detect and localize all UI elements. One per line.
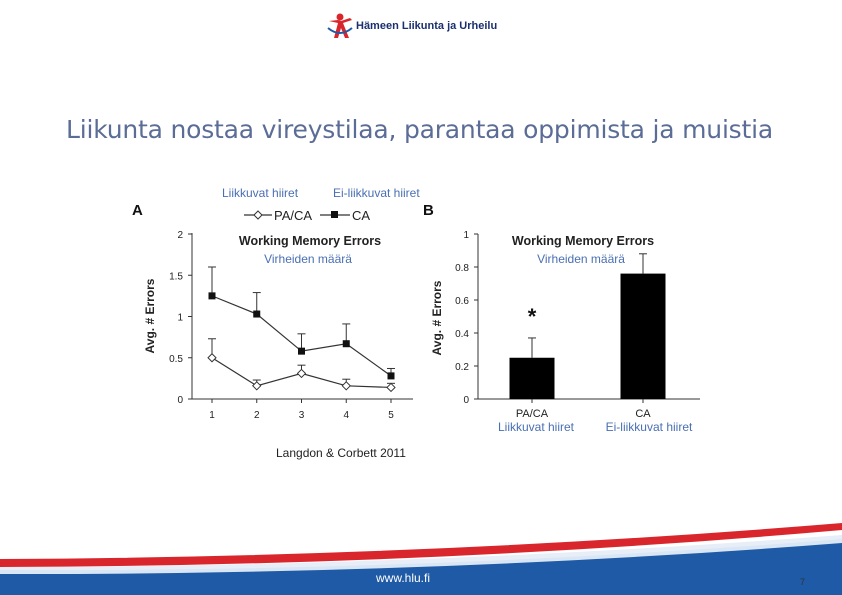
data-point-ca <box>253 311 260 318</box>
citation: Langdon & Corbett 2011 <box>276 446 406 460</box>
chart-a-ytick-label: 0 <box>177 395 183 406</box>
chart-a-title: Working Memory Errors <box>238 234 382 248</box>
chart-b-ytick-label: 1 <box>463 230 469 241</box>
page-number: 7 <box>800 577 806 587</box>
bar-ca <box>621 274 666 399</box>
legend-label-pa-ca: PA/CA <box>274 208 313 223</box>
bar-pa-ca <box>510 358 555 399</box>
chart-a-ytick-label: 1.5 <box>169 271 183 283</box>
legend <box>244 208 370 223</box>
legend-marker-pa-ca <box>254 211 262 219</box>
category-label-pa-ca: PA/CA <box>515 408 549 420</box>
chart-a-ylabel: Avg. # Errors <box>143 278 157 354</box>
legend-annotation-left: Liikkuvat hiiret <box>222 186 299 200</box>
chart-b-ylabel: Avg. # Errors <box>430 280 444 356</box>
data-point-pa-ca <box>208 354 216 362</box>
chart-a-xtick-label: 5 <box>388 410 394 421</box>
data-point-ca <box>298 348 305 355</box>
data-point-pa-ca <box>253 382 261 390</box>
chart-b <box>430 230 700 434</box>
chart-b-ytick-label: 0 <box>463 395 469 406</box>
chart-b-ytick-label: 0.8 <box>455 263 469 274</box>
legend-marker-ca <box>331 211 338 218</box>
chart-b-subtitle: Virheiden määrä <box>537 252 625 266</box>
significance-marker: * <box>527 304 537 329</box>
bar-annotation-pa-ca: Liikkuvat hiiret <box>497 420 575 434</box>
chart-a-subtitle: Virheiden määrä <box>264 252 352 266</box>
chart-b-ytick-label: 0.4 <box>455 329 469 340</box>
chart-a-xtick-label: 1 <box>209 410 215 421</box>
logo-text: Hämeen Liikunta ja Urheilu <box>356 20 498 32</box>
panel-label-b: B <box>423 202 434 219</box>
chart-a-xtick-label: 2 <box>253 410 260 421</box>
chart-a-xtick-label: 3 <box>298 410 305 421</box>
slide-title: Liikunta nostaa vireystilaa, parantaa oppimista ja muistia <box>66 115 773 144</box>
chart-a-xtick-label: 4 <box>343 410 350 421</box>
category-label-ca: CA <box>635 408 651 420</box>
panel-label-a: A <box>132 202 143 219</box>
data-point-pa-ca <box>342 382 350 390</box>
data-point-pa-ca <box>387 383 395 391</box>
chart-b-ytick-label: 0.6 <box>455 296 469 307</box>
data-point-ca <box>388 372 395 379</box>
footer-url[interactable]: www.hlu.fi <box>376 571 431 585</box>
legend-annotation-right: Ei-liikkuvat hiiret <box>333 186 420 200</box>
chart-a-ytick-label: 1 <box>177 312 183 324</box>
chart-a-ytick-label: 0.5 <box>169 353 183 365</box>
chart-a-ytick-label: 2 <box>177 230 183 241</box>
chart-a <box>143 230 413 421</box>
chart-b-ytick-label: 0.2 <box>455 362 469 373</box>
data-point-ca <box>343 340 350 347</box>
chart-b-title: Working Memory Errors <box>511 234 655 248</box>
legend-label-ca: CA <box>352 208 371 223</box>
data-point-pa-ca <box>298 369 306 377</box>
data-point-ca <box>209 292 216 299</box>
bar-annotation-ca: Ei-liikkuvat hiiret <box>605 420 693 434</box>
